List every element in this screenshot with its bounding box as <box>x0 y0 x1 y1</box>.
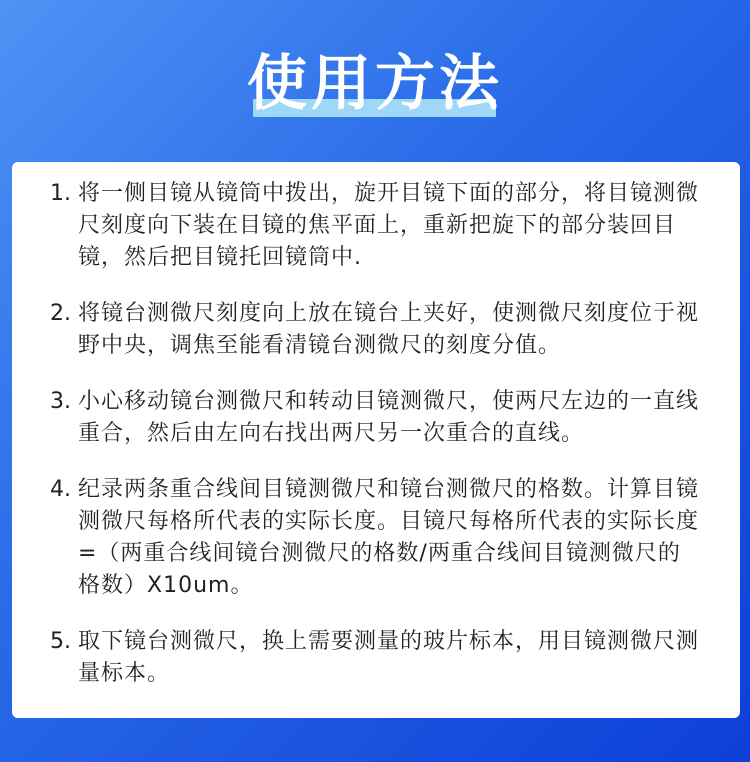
step-text: 取下镜台测微尺，换上需要测量的玻片标本，用目镜测微尺测量标本。 <box>78 629 700 686</box>
step-item-1 <box>50 178 700 274</box>
step-number: 2. <box>50 301 71 326</box>
step-number: 3. <box>50 389 71 414</box>
title-area <box>0 48 750 128</box>
step-item-2 <box>50 298 700 362</box>
step-text: 小心移动镜台测微尺和转动目镜测微尺，使两尺左边的一直线重合，然后由左向右找出两尺另一次重合的直线。 <box>78 389 700 446</box>
step-number: 1. <box>50 181 71 206</box>
step-text: 将一侧目镜从镜筒中拨出，旋开目镜下面的部分，将目镜测微尺刻度向下装在目镜的焦平面上，重新把旋下的部分装回目镜，然后把目镜托回镜筒中. <box>78 181 700 270</box>
step-number: 4. <box>50 477 71 502</box>
steps-list <box>50 178 700 714</box>
step-text: 纪录两条重合线间目镜测微尺和镜台测微尺的格数。计算目镜测微尺每格所代表的实际长度。目镜尺每格所代表的实际长度=（两重合线间镜台测微尺的格数/两重合线间目镜测微尺的格数）X10um。 <box>78 477 700 598</box>
step-item-4 <box>50 474 700 602</box>
step-text: 将镜台测微尺刻度向上放在镜台上夹好，使测微尺刻度位于视野中央，调焦至能看清镜台测微尺的刻度分值。 <box>78 301 700 358</box>
step-item-3 <box>50 386 700 450</box>
page-title: 使用方法 <box>247 49 503 119</box>
step-item-5 <box>50 626 700 690</box>
step-number: 5. <box>50 629 71 654</box>
